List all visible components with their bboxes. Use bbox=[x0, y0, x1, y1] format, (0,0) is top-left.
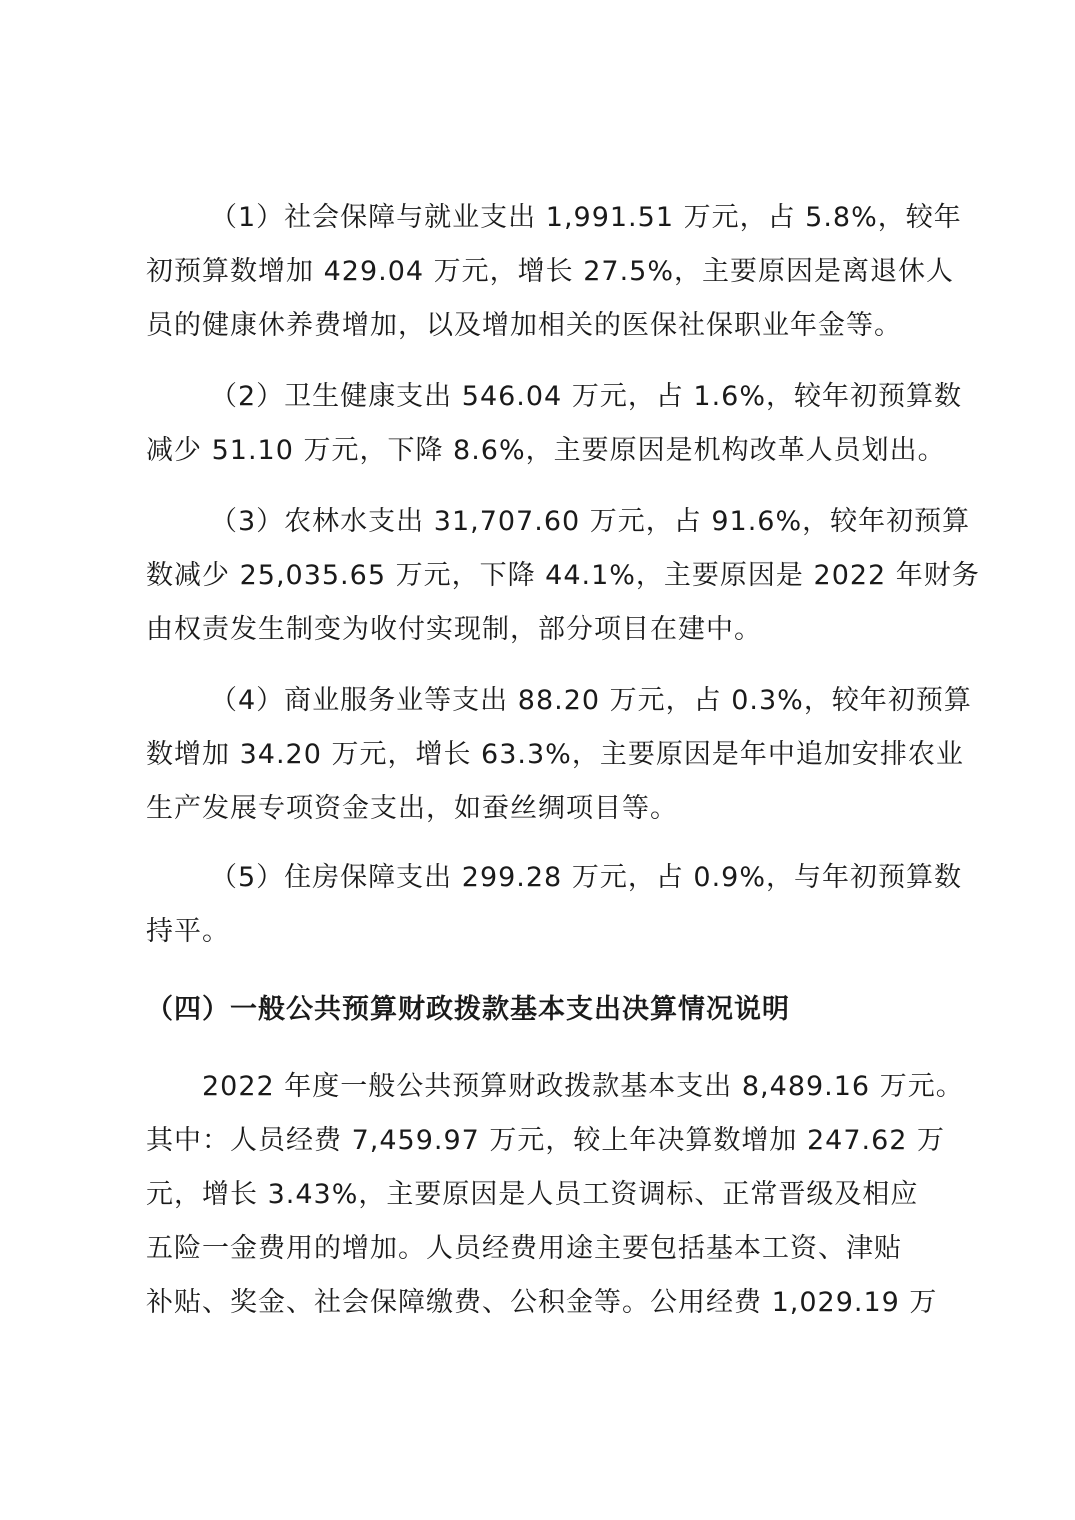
paragraph-line: （1）社会保障与就业支出 1,991.51 万元，占 5.8%，较年 bbox=[210, 202, 962, 233]
paragraph-commerce bbox=[146, 674, 972, 836]
paragraph-line: 员的健康休养费增加，以及增加相关的医保社保职业年金等。 bbox=[146, 310, 902, 341]
paragraph-health bbox=[146, 370, 962, 478]
paragraph-basic-expenditure bbox=[146, 1060, 964, 1330]
paragraph-line: 补贴、奖金、社会保障缴费、公积金等。公用经费 1,029.19 万 bbox=[146, 1287, 938, 1318]
paragraph-line: 元，增长 3.43%，主要原因是人员工资调标、正常晋级及相应 bbox=[146, 1179, 919, 1210]
paragraph-line: 数减少 25,035.65 万元，下降 44.1%，主要原因是 2022 年财务 bbox=[146, 560, 980, 591]
paragraph-line: 其中：人员经费 7,459.97 万元，较上年决算数增加 247.62 万 bbox=[146, 1125, 946, 1156]
paragraph-line: （4）商业服务业等支出 88.20 万元，占 0.3%，较年初预算 bbox=[210, 685, 972, 716]
paragraph-agriculture bbox=[146, 495, 980, 657]
paragraph-social-security bbox=[146, 191, 962, 353]
paragraph-line: 初预算数增加 429.04 万元，增长 27.5%，主要原因是离退休人 bbox=[146, 256, 954, 287]
paragraph-line: 2022 年度一般公共预算财政拨款基本支出 8,489.16 万元。 bbox=[202, 1071, 964, 1102]
paragraph-line: 生产发展专项资金支出，如蚕丝绸项目等。 bbox=[146, 793, 678, 824]
paragraph-housing bbox=[146, 851, 962, 959]
paragraph-line: （2）卫生健康支出 546.04 万元，占 1.6%，较年初预算数 bbox=[210, 381, 962, 412]
paragraph-line: （3）农林水支出 31,707.60 万元，占 91.6%，较年初预算 bbox=[210, 506, 971, 537]
section-heading: （四）一般公共预算财政拨款基本支出决算情况说明 bbox=[146, 994, 790, 1025]
paragraph-line: （5）住房保障支出 299.28 万元，占 0.9%，与年初预算数 bbox=[210, 862, 962, 893]
paragraph-line: 五险一金费用的增加。人员经费用途主要包括基本工资、津贴 bbox=[146, 1233, 902, 1264]
paragraph-line: 由权责发生制变为收付实现制，部分项目在建中。 bbox=[146, 614, 762, 645]
paragraph-line: 持平。 bbox=[146, 916, 230, 947]
paragraph-line: 减少 51.10 万元，下降 8.6%，主要原因是机构改革人员划出。 bbox=[146, 435, 946, 466]
paragraph-line: 数增加 34.20 万元，增长 63.3%，主要原因是年中追加安排农业 bbox=[146, 739, 964, 770]
